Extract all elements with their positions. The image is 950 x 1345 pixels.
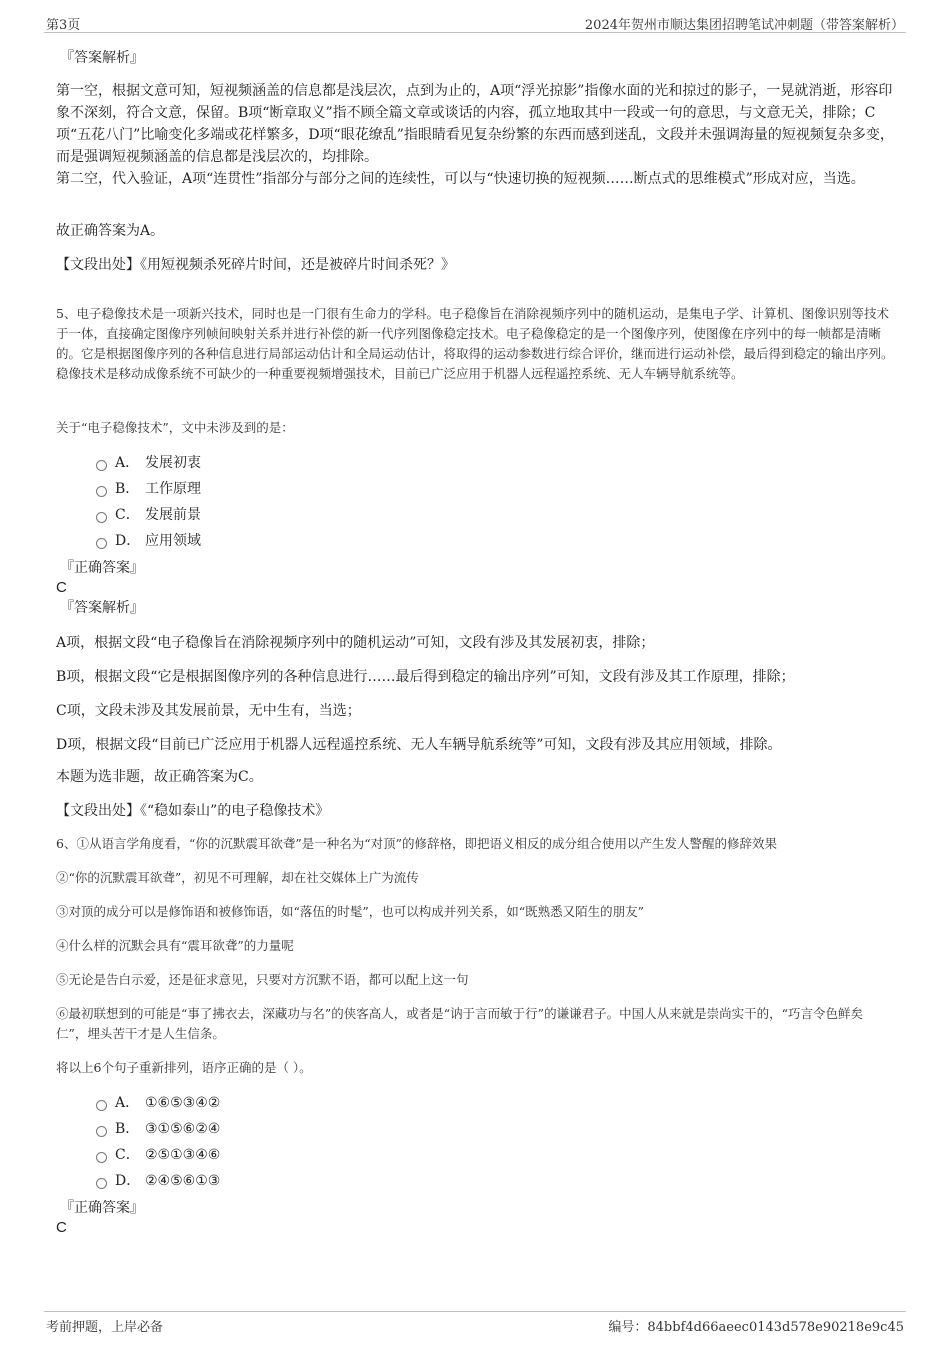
q4-analysis-paragraph: 第一空，根据文意可知，短视频涵盖的信息都是浅层次，点到为止的，A项“浮光掠影”指像水面的光和掠过的影子，一晃就消逝，形容印象不深刻，符合文意，保留。B项“断章取义”指不顾全篇文章或谈话的内容，孤立地取其中一段或一句的意思，与文意无关，排除；C项“五花八门”比喻变化多端或花样繁多，D项“眼花缭乱”指眼睛看见复杂纷繁的东西而感到迷乱，文段并未强调海量的短视频复杂多变，而是强调短视频涵盖的信息都是浅层次的，均排除。 xyxy=(56,83,894,165)
radio-button-icon[interactable] xyxy=(96,538,107,549)
q5-analysis-conclusion: 本题为选非题，故正确答案为C。 xyxy=(56,769,263,785)
q5-option-b[interactable]: B． 工作原理 xyxy=(96,478,201,500)
radio-button-icon[interactable] xyxy=(96,512,107,523)
q4-analysis-paragraph: 第二空，代入验证，A项“连贯性”指部分与部分之间的连续性，可以与“快速切换的短视频……断点式的思维模式”形成对应，当选。 xyxy=(56,171,865,187)
document-title: 2024年贺州市顺达集团招聘笔试冲刺题（带答案解析） xyxy=(584,18,904,33)
q6-option-d[interactable]: D． ②④⑤⑥①③ xyxy=(96,1170,220,1192)
radio-button-icon[interactable] xyxy=(96,460,107,471)
q5-analysis-line: B项，根据文段“它是根据图像序列的各种信息进行……最后得到稳定的输出序列”可知，文段有涉及其工作原理，排除； xyxy=(56,669,795,685)
radio-button-icon[interactable] xyxy=(96,1152,107,1163)
q4-analysis-label: 『答案解析』 xyxy=(60,50,144,66)
q4-source: 【文段出处】《用短视频杀死碎片时间，还是被碎片时间杀死？》 xyxy=(56,257,455,273)
q6-option-a[interactable]: A． ①⑥⑤③④② xyxy=(96,1092,220,1114)
q5-answer-label: 『正确答案』 xyxy=(60,560,144,576)
q6-sentence-4: ④什么样的沉默会具有“震耳欲聋”的力量呢 xyxy=(56,938,294,953)
q5-option-c[interactable]: C． 发展前景 xyxy=(96,504,201,526)
q6-sentence-3: ③对顶的成分可以是修饰语和被修饰语，如“落伍的时髦”，也可以构成并列关系，如“既熟悉又陌生的朋友” xyxy=(56,904,645,919)
q6-sentence-1: 6、①从语言学角度看，“你的沉默震耳欲聋”是一种名为“对顶”的修辞格，即把语义相反的成分组合使用以产生发人警醒的修辞效果 xyxy=(56,836,778,851)
q5-analysis-line: D项，根据文段“目前已广泛应用于机器人远程遥控系统、无人车辆导航系统等”可知，文段有涉及其应用领域，排除。 xyxy=(56,737,782,753)
page-header xyxy=(44,12,906,33)
q6-question: 将以上6个句子重新排列，语序正确的是（ ）。 xyxy=(56,1060,312,1075)
q5-option-a[interactable]: A． 发展初衷 xyxy=(96,452,201,474)
q5-analysis-line: C项，文段未涉及其发展前景，无中生有，当选； xyxy=(56,703,361,719)
q5-analysis-label: 『答案解析』 xyxy=(60,600,144,616)
q6-sentence-2: ②“你的沉默震耳欲聋”，初见不可理解，却在社交媒体上广为流传 xyxy=(56,870,419,885)
q5-stem: 5、电子稳像技术是一项新兴技术，同时也是一门很有生命力的学科。电子稳像旨在消除视频序列中的随机运动，是集电子学、计算机、图像识别等技术于一体，直接确定图像序列帧间映射关系并进行补偿的新一代序列图像稳定技术。电子稳像稳定的是一个图像序列，使图像在序列中的每一帧都是清晰的。它是根据图像序列的各种信息进行局部运动估计和全局运动估计，将取得的运动参数进行综合评价，继而进行运动补偿，最后得到稳定的输出序列。稳像技术是移动成像系统不可缺少的一种重要视频增强技术，目前已广泛应用于机器人远程遥控系统、无人车辆导航系统等。 xyxy=(56,306,894,381)
q5-question: 关于“电子稳像技术”，文中未涉及到的是： xyxy=(56,420,294,435)
q6-sentence-5: ⑤无论是告白示爱，还是征求意见，只要对方沉默不语，都可以配上这一句 xyxy=(56,972,469,987)
radio-button-icon[interactable] xyxy=(96,1178,107,1189)
q6-option-b[interactable]: B． ③①⑤⑥②④ xyxy=(96,1118,220,1140)
q4-analysis-conclusion: 故正确答案为A。 xyxy=(56,223,165,239)
radio-button-icon[interactable] xyxy=(96,486,107,497)
q5-source: 【文段出处】《“稳如泰山”的电子稳像技术》 xyxy=(56,803,330,819)
page-number: 第3页 xyxy=(46,18,81,33)
q6-sentence-6: ⑥最初联想到的可能是“事了拂衣去，深藏功与名”的侠客高人，或者是“讷于言而敏于行”的谦谦君子。中国人从来就是崇尚实干的，“巧言令色鲜矣仁”，埋头苦干才是人生信条。 xyxy=(56,1006,863,1041)
page-footer xyxy=(44,1311,906,1336)
document-code: 编号：84bbf4d66aeec0143d578e90218e9c45 xyxy=(608,1320,904,1335)
q5-answer: C xyxy=(56,579,67,596)
q5-option-d[interactable]: D． 应用领域 xyxy=(96,530,201,552)
q6-option-c[interactable]: C． ②⑤①③④⑥ xyxy=(96,1144,220,1166)
q6-answer: C xyxy=(56,1219,67,1236)
q6-answer-label: 『正确答案』 xyxy=(60,1200,144,1216)
footer-slogan: 考前押题，上岸必备 xyxy=(46,1320,164,1335)
radio-button-icon[interactable] xyxy=(96,1126,107,1137)
q5-analysis-line: A项，根据文段“电子稳像旨在消除视频序列中的随机运动”可知，文段有涉及其发展初衷，排除； xyxy=(56,635,655,651)
radio-button-icon[interactable] xyxy=(96,1100,107,1111)
